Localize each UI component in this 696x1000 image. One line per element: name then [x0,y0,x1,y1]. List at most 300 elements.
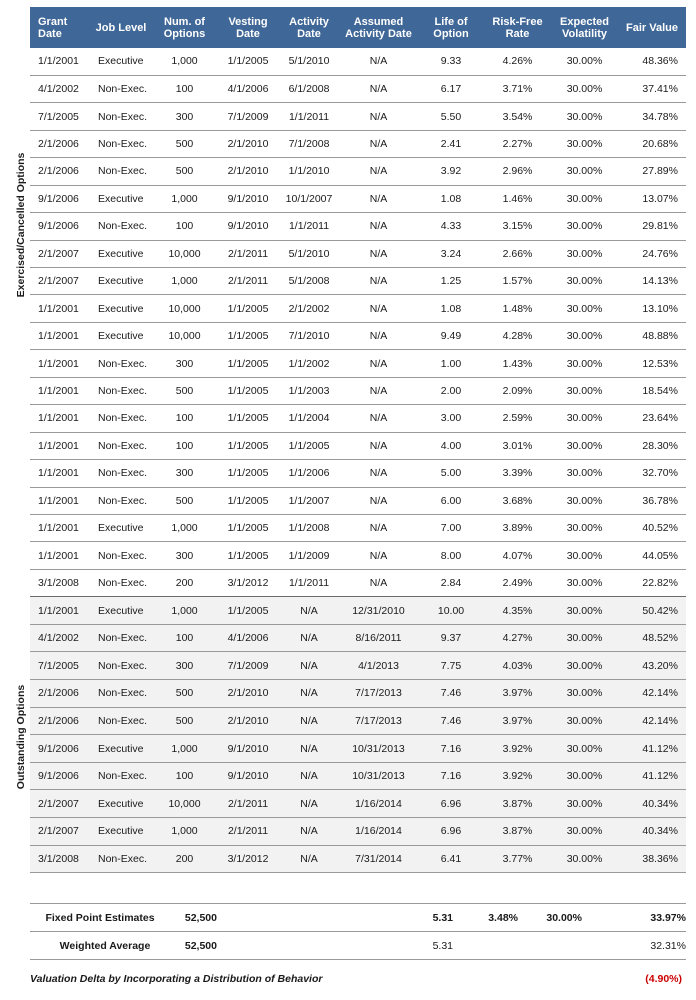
cell-vesting-date: 2/1/2010 [217,680,279,708]
cell-life-of-option: 7.46 [418,680,484,708]
cell-activity-date: 2/1/2002 [279,295,339,322]
cell-vesting-date: 1/1/2005 [217,350,279,377]
cell-assumed-activity-date: N/A [339,542,418,569]
cell-vesting-date: 3/1/2012 [217,569,279,596]
cell-activity-date: 7/1/2010 [279,322,339,349]
cell-expected-volatility: 30.00% [551,790,618,818]
cell-num-options: 100 [152,405,217,432]
outstanding-row [30,707,686,735]
cell-job-level: Non-Exec. [90,350,152,377]
cell-assumed-activity-date: N/A [339,185,418,212]
cell-expected-volatility: 30.00% [551,680,618,708]
cell-vesting-date: 2/1/2010 [217,130,279,157]
cell-job-level: Non-Exec. [90,624,152,652]
cell-risk-free-rate: 3.77% [484,845,551,873]
cell-num-options: 10,000 [152,322,217,349]
cell-job-level: Non-Exec. [90,652,152,680]
cell-life-of-option: 1.08 [418,185,484,212]
cell-activity-date: N/A [279,652,339,680]
cell-fair-value: 42.14% [618,707,686,735]
cell-job-level: Executive [90,597,152,625]
cell-grant-date: 9/1/2006 [30,735,90,763]
cell-num-options: 100 [152,213,217,240]
cell-fair-value: 20.68% [618,130,686,157]
cell-risk-free-rate: 3.68% [484,487,551,514]
cell-job-level: Executive [90,818,152,846]
cell-fair-value: 13.07% [618,185,686,212]
cell-life-of-option: 6.96 [418,818,484,846]
cell-grant-date: 9/1/2006 [30,213,90,240]
weighted-average-label: Weighted Average [30,932,155,960]
cell-job-level: Non-Exec. [90,103,152,130]
cell-fair-value: 14.13% [618,268,686,295]
cell-grant-date: 1/1/2001 [30,597,90,625]
cell-fair-value: 23.64% [618,405,686,432]
cell-expected-volatility: 30.00% [551,322,618,349]
cell-fair-value: 40.52% [618,514,686,541]
cell-grant-date: 4/1/2002 [30,75,90,102]
cell-risk-free-rate: 1.48% [484,295,551,322]
cell-expected-volatility: 30.00% [551,213,618,240]
cell-assumed-activity-date: N/A [339,350,418,377]
cell-activity-date: 1/1/2011 [279,103,339,130]
cell-life-of-option: 1.25 [418,268,484,295]
cell-grant-date: 2/1/2006 [30,707,90,735]
cell-expected-volatility: 30.00% [551,350,618,377]
header-expected-volatility: Expected Volatility [551,7,618,48]
weighted-average-options: 52,500 [155,932,219,960]
cell-assumed-activity-date: N/A [339,432,418,459]
valuation-delta-value: (4.90%) [645,973,682,985]
cell-grant-date: 2/1/2007 [30,818,90,846]
cell-risk-free-rate: 3.92% [484,735,551,763]
cell-expected-volatility: 30.00% [551,75,618,102]
cell-grant-date: 3/1/2008 [30,845,90,873]
cell-vesting-date: 1/1/2005 [217,405,279,432]
cell-activity-date: 1/1/2003 [279,377,339,404]
cell-num-options: 300 [152,460,217,487]
cell-vesting-date: 1/1/2005 [217,514,279,541]
cell-fair-value: 43.20% [618,652,686,680]
weighted-average-fair-value: 32.31% [586,932,686,960]
outstanding-row [30,652,686,680]
cell-grant-date: 2/1/2006 [30,158,90,185]
cell-job-level: Non-Exec. [90,130,152,157]
cell-grant-date: 1/1/2001 [30,460,90,487]
cell-num-options: 100 [152,432,217,459]
cell-risk-free-rate: 2.96% [484,158,551,185]
cell-fair-value: 40.34% [618,818,686,846]
cell-job-level: Executive [90,735,152,763]
cell-fair-value: 24.76% [618,240,686,267]
exercised-row [30,460,686,487]
summary-table [30,903,686,960]
cell-risk-free-rate: 2.59% [484,405,551,432]
cell-risk-free-rate: 3.15% [484,213,551,240]
cell-assumed-activity-date: 10/31/2013 [339,735,418,763]
cell-activity-date: 1/1/2006 [279,460,339,487]
cell-fair-value: 36.78% [618,487,686,514]
cell-vesting-date: 1/1/2005 [217,597,279,625]
cell-expected-volatility: 30.00% [551,762,618,790]
cell-vesting-date: 3/1/2012 [217,845,279,873]
cell-assumed-activity-date: N/A [339,487,418,514]
cell-life-of-option: 7.75 [418,652,484,680]
cell-assumed-activity-date: 10/31/2013 [339,762,418,790]
cell-activity-date: N/A [279,680,339,708]
cell-num-options: 1,000 [152,48,217,75]
cell-risk-free-rate: 3.01% [484,432,551,459]
cell-num-options: 1,000 [152,268,217,295]
cell-risk-free-rate: 3.92% [484,762,551,790]
cell-expected-volatility: 30.00% [551,405,618,432]
cell-activity-date: N/A [279,790,339,818]
cell-fair-value: 29.81% [618,213,686,240]
cell-risk-free-rate: 3.71% [484,75,551,102]
cell-job-level: Executive [90,514,152,541]
cell-grant-date: 9/1/2006 [30,185,90,212]
cell-job-level: Non-Exec. [90,845,152,873]
cell-vesting-date: 2/1/2011 [217,268,279,295]
fixed-point-options: 52,500 [155,904,219,932]
exercised-row [30,158,686,185]
cell-life-of-option: 8.00 [418,542,484,569]
cell-assumed-activity-date: 7/17/2013 [339,707,418,735]
cell-life-of-option: 7.46 [418,707,484,735]
cell-vesting-date: 1/1/2005 [217,377,279,404]
cell-vesting-date: 4/1/2006 [217,75,279,102]
cell-expected-volatility: 30.00% [551,514,618,541]
cell-job-level: Non-Exec. [90,432,152,459]
cell-num-options: 500 [152,377,217,404]
cell-assumed-activity-date: 1/16/2014 [339,790,418,818]
cell-expected-volatility: 30.00% [551,624,618,652]
cell-activity-date: 1/1/2005 [279,432,339,459]
cell-assumed-activity-date: 7/31/2014 [339,845,418,873]
cell-activity-date: N/A [279,818,339,846]
cell-assumed-activity-date: N/A [339,295,418,322]
cell-risk-free-rate: 2.49% [484,569,551,596]
cell-risk-free-rate: 4.27% [484,624,551,652]
cell-vesting-date: 9/1/2010 [217,762,279,790]
cell-job-level: Non-Exec. [90,405,152,432]
exercised-row [30,185,686,212]
cell-job-level: Non-Exec. [90,569,152,596]
cell-life-of-option: 4.00 [418,432,484,459]
cell-grant-date: 1/1/2001 [30,487,90,514]
cell-expected-volatility: 30.00% [551,240,618,267]
cell-risk-free-rate: 3.54% [484,103,551,130]
cell-job-level: Executive [90,185,152,212]
cell-risk-free-rate: 2.66% [484,240,551,267]
cell-grant-date: 7/1/2005 [30,652,90,680]
cell-risk-free-rate: 2.09% [484,377,551,404]
cell-fair-value: 42.14% [618,680,686,708]
cell-assumed-activity-date: N/A [339,460,418,487]
cell-vesting-date: 1/1/2005 [217,48,279,75]
fixed-point-volatility: 30.00% [524,904,586,932]
cell-job-level: Non-Exec. [90,213,152,240]
cell-activity-date: N/A [279,624,339,652]
cell-vesting-date: 9/1/2010 [217,213,279,240]
cell-life-of-option: 9.49 [418,322,484,349]
exercised-row [30,542,686,569]
outstanding-row [30,624,686,652]
cell-fair-value: 13.10% [618,295,686,322]
cell-life-of-option: 4.33 [418,213,484,240]
cell-vesting-date: 2/1/2011 [217,818,279,846]
header-job-level: Job Level [90,7,152,48]
cell-risk-free-rate: 3.87% [484,818,551,846]
cell-grant-date: 2/1/2007 [30,790,90,818]
exercised-row [30,295,686,322]
cell-grant-date: 4/1/2002 [30,624,90,652]
cell-num-options: 100 [152,762,217,790]
cell-num-options: 300 [152,103,217,130]
cell-life-of-option: 3.92 [418,158,484,185]
cell-grant-date: 9/1/2006 [30,762,90,790]
cell-fair-value: 48.88% [618,322,686,349]
cell-life-of-option: 10.00 [418,597,484,625]
cell-fair-value: 44.05% [618,542,686,569]
cell-grant-date: 7/1/2005 [30,103,90,130]
cell-num-options: 200 [152,569,217,596]
cell-life-of-option: 9.37 [418,624,484,652]
cell-grant-date: 2/1/2006 [30,680,90,708]
weighted-average-row [30,932,686,960]
cell-grant-date: 1/1/2001 [30,295,90,322]
cell-vesting-date: 4/1/2006 [217,624,279,652]
cell-fair-value: 50.42% [618,597,686,625]
header-vesting-date: Vesting Date [217,7,279,48]
cell-grant-date: 1/1/2001 [30,542,90,569]
cell-assumed-activity-date: N/A [339,75,418,102]
cell-activity-date: 5/1/2010 [279,48,339,75]
cell-expected-volatility: 30.00% [551,185,618,212]
cell-fair-value: 38.36% [618,845,686,873]
cell-vesting-date: 2/1/2011 [217,790,279,818]
outstanding-group-label: Outstanding Options [15,684,27,790]
cell-life-of-option: 2.84 [418,569,484,596]
valuation-table [30,7,686,873]
cell-activity-date: 1/1/2007 [279,487,339,514]
cell-activity-date: N/A [279,597,339,625]
fixed-point-row [30,904,686,932]
cell-fair-value: 32.70% [618,460,686,487]
cell-life-of-option: 9.33 [418,48,484,75]
cell-vesting-date: 1/1/2005 [217,487,279,514]
cell-expected-volatility: 30.00% [551,48,618,75]
cell-fair-value: 34.78% [618,103,686,130]
table-body [30,48,686,873]
cell-grant-date: 2/1/2007 [30,240,90,267]
cell-vesting-date: 1/1/2005 [217,460,279,487]
cell-job-level: Non-Exec. [90,707,152,735]
exercised-row [30,213,686,240]
cell-vesting-date: 1/1/2005 [217,295,279,322]
cell-risk-free-rate: 3.89% [484,514,551,541]
exercised-row [30,377,686,404]
cell-expected-volatility: 30.00% [551,569,618,596]
cell-num-options: 300 [152,652,217,680]
cell-fair-value: 41.12% [618,735,686,763]
cell-fair-value: 48.36% [618,48,686,75]
cell-vesting-date: 2/1/2010 [217,158,279,185]
cell-job-level: Non-Exec. [90,377,152,404]
cell-life-of-option: 2.41 [418,130,484,157]
cell-expected-volatility: 30.00% [551,460,618,487]
cell-fair-value: 12.53% [618,350,686,377]
cell-life-of-option: 3.00 [418,405,484,432]
cell-assumed-activity-date: 12/31/2010 [339,597,418,625]
header-risk-free-rate: Risk-Free Rate [484,7,551,48]
outstanding-row [30,818,686,846]
cell-fair-value: 18.54% [618,377,686,404]
cell-num-options: 500 [152,130,217,157]
cell-assumed-activity-date: N/A [339,130,418,157]
cell-grant-date: 1/1/2001 [30,432,90,459]
cell-vesting-date: 9/1/2010 [217,185,279,212]
cell-assumed-activity-date: 4/1/2013 [339,652,418,680]
cell-risk-free-rate: 4.35% [484,597,551,625]
cell-job-level: Non-Exec. [90,762,152,790]
cell-expected-volatility: 30.00% [551,542,618,569]
exercised-row [30,240,686,267]
cell-life-of-option: 2.00 [418,377,484,404]
exercised-row [30,569,686,596]
cell-expected-volatility: 30.00% [551,268,618,295]
fixed-point-fair-value: 33.97% [586,904,686,932]
cell-job-level: Non-Exec. [90,158,152,185]
cell-risk-free-rate: 4.03% [484,652,551,680]
cell-expected-volatility: 30.00% [551,295,618,322]
cell-risk-free-rate: 3.97% [484,707,551,735]
cell-num-options: 500 [152,158,217,185]
cell-activity-date: 1/1/2009 [279,542,339,569]
cell-risk-free-rate: 3.87% [484,790,551,818]
cell-life-of-option: 6.00 [418,487,484,514]
outstanding-row [30,845,686,873]
header-grant-date: Grant Date [30,7,90,48]
cell-num-options: 1,000 [152,185,217,212]
cell-vesting-date: 1/1/2005 [217,542,279,569]
header-row [30,7,686,48]
cell-life-of-option: 1.00 [418,350,484,377]
outstanding-row [30,790,686,818]
cell-expected-volatility: 30.00% [551,432,618,459]
cell-grant-date: 1/1/2001 [30,514,90,541]
cell-activity-date: N/A [279,762,339,790]
cell-job-level: Non-Exec. [90,460,152,487]
exercised-row [30,268,686,295]
exercised-group-label: Exercised/Cancelled Options [15,152,27,298]
exercised-row [30,322,686,349]
cell-fair-value: 22.82% [618,569,686,596]
cell-activity-date: 6/1/2008 [279,75,339,102]
cell-grant-date: 2/1/2006 [30,130,90,157]
cell-expected-volatility: 30.00% [551,130,618,157]
cell-expected-volatility: 30.00% [551,597,618,625]
valuation-delta-row [0,971,696,989]
cell-risk-free-rate: 3.39% [484,460,551,487]
cell-activity-date: 7/1/2008 [279,130,339,157]
cell-risk-free-rate: 1.57% [484,268,551,295]
cell-num-options: 10,000 [152,790,217,818]
valuation-delta-label: Valuation Delta by Incorporating a Distribution of Behavior [30,973,323,985]
exercised-row [30,130,686,157]
fixed-point-rate: 3.48% [462,904,524,932]
cell-expected-volatility: 30.00% [551,818,618,846]
fixed-point-label: Fixed Point Estimates [30,904,155,932]
cell-life-of-option: 5.50 [418,103,484,130]
cell-fair-value: 27.89% [618,158,686,185]
cell-assumed-activity-date: N/A [339,240,418,267]
cell-num-options: 300 [152,350,217,377]
cell-num-options: 1,000 [152,735,217,763]
cell-job-level: Executive [90,48,152,75]
exercised-row [30,48,686,75]
cell-num-options: 10,000 [152,240,217,267]
cell-assumed-activity-date: N/A [339,377,418,404]
cell-life-of-option: 1.08 [418,295,484,322]
cell-num-options: 300 [152,542,217,569]
weighted-average-rate-empty [462,932,524,960]
outstanding-row [30,735,686,763]
cell-assumed-activity-date: N/A [339,103,418,130]
cell-expected-volatility: 30.00% [551,103,618,130]
cell-activity-date: 1/1/2011 [279,213,339,240]
cell-fair-value: 28.30% [618,432,686,459]
cell-life-of-option: 6.17 [418,75,484,102]
cell-vesting-date: 7/1/2009 [217,652,279,680]
cell-expected-volatility: 30.00% [551,487,618,514]
cell-activity-date: 10/1/2007 [279,185,339,212]
cell-risk-free-rate: 4.26% [484,48,551,75]
cell-vesting-date: 2/1/2010 [217,707,279,735]
cell-expected-volatility: 30.00% [551,735,618,763]
fixed-point-life: 5.31 [219,904,462,932]
cell-life-of-option: 5.00 [418,460,484,487]
cell-life-of-option: 6.41 [418,845,484,873]
cell-activity-date: 1/1/2004 [279,405,339,432]
outstanding-row [30,597,686,625]
cell-grant-date: 1/1/2001 [30,405,90,432]
cell-risk-free-rate: 1.43% [484,350,551,377]
cell-assumed-activity-date: N/A [339,322,418,349]
cell-num-options: 1,000 [152,514,217,541]
cell-job-level: Executive [90,268,152,295]
cell-assumed-activity-date: 7/17/2013 [339,680,418,708]
cell-fair-value: 37.41% [618,75,686,102]
cell-activity-date: N/A [279,845,339,873]
cell-expected-volatility: 30.00% [551,845,618,873]
cell-assumed-activity-date: 8/16/2011 [339,624,418,652]
weighted-average-life: 5.31 [219,932,462,960]
cell-job-level: Executive [90,790,152,818]
cell-life-of-option: 3.24 [418,240,484,267]
cell-vesting-date: 7/1/2009 [217,103,279,130]
exercised-row [30,432,686,459]
cell-num-options: 500 [152,707,217,735]
cell-risk-free-rate: 2.27% [484,130,551,157]
cell-num-options: 200 [152,845,217,873]
cell-grant-date: 1/1/2001 [30,350,90,377]
cell-num-options: 500 [152,680,217,708]
exercised-row [30,75,686,102]
cell-num-options: 1,000 [152,818,217,846]
cell-risk-free-rate: 3.97% [484,680,551,708]
cell-activity-date: 1/1/2011 [279,569,339,596]
